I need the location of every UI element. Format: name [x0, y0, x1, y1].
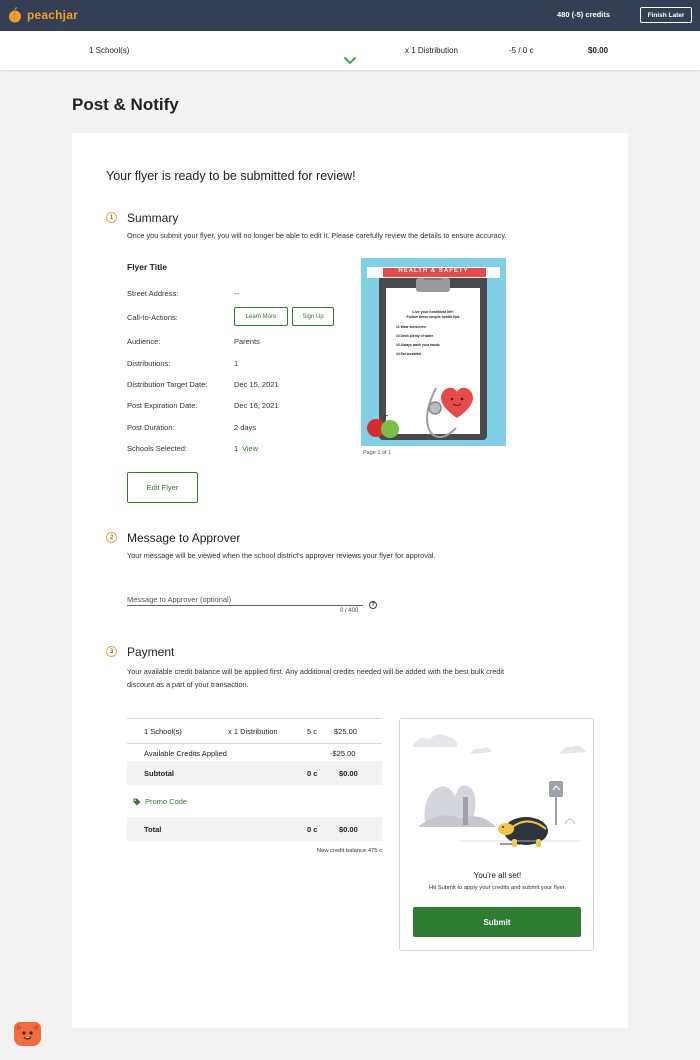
table-divider: [127, 718, 382, 719]
subtotal-amount: $0.00: [339, 769, 358, 778]
card-heading: Your flyer is ready to be submitted for review!: [106, 169, 356, 183]
flyer-tip-3: #3 Always wash your hands: [396, 343, 440, 347]
step-badge-1: 1: [106, 212, 117, 223]
chat-face-graphic: [14, 1022, 41, 1046]
order-summary-bar: [0, 31, 700, 71]
step-badge-2: 2: [106, 532, 117, 543]
summary-description: Once you submit your flyer, you will no longer be able to edit it. Please carefully review the details to ensure accuracy.: [127, 231, 507, 240]
turtle-illustration: [400, 719, 593, 864]
audience-value: Parents: [234, 337, 260, 346]
flyer-preview[interactable]: [361, 258, 506, 446]
summary-distribution: x 1 Distribution: [405, 46, 458, 55]
credits-applied-amount: -$25.00: [330, 749, 356, 758]
promo-code-label: Promo Code: [145, 797, 188, 806]
line-item-amount: $25.00: [334, 727, 357, 736]
step-badge-3: 3: [106, 646, 117, 657]
payment-title: Payment: [127, 645, 175, 659]
cta-label: Call-to-Actions:: [127, 313, 178, 322]
target-date-value: Dec 15, 2021: [234, 380, 279, 389]
summary-credits: -5 / 0 c: [509, 46, 534, 55]
line-item-schools: 1 School(s): [144, 727, 182, 736]
flyer-heading-line1: Live your healthiest life!: [412, 310, 454, 314]
payment-description-line2: discount as a part of your transaction.: [127, 680, 249, 689]
target-date-label: Distribution Target Date:: [127, 380, 208, 389]
total-amount: $0.00: [339, 825, 358, 834]
top-bar: [0, 0, 700, 31]
learn-more-button[interactable]: Learn More: [234, 307, 288, 326]
message-title: Message to Approver: [127, 531, 241, 545]
submit-panel: [399, 718, 594, 951]
schools-selected-value: 1: [234, 444, 239, 453]
page-title: Post & Notify: [72, 95, 179, 114]
flyer-illustration: [361, 258, 506, 446]
logo[interactable]: [8, 7, 78, 23]
street-address-value: --: [234, 289, 239, 298]
view-schools-link[interactable]: View: [242, 444, 259, 453]
post-duration-value: 2 days: [234, 423, 257, 432]
help-icon[interactable]: ?: [369, 601, 377, 609]
new-credit-balance: New credit balance 475 c: [316, 848, 382, 854]
flyer-banner-text: HEALTH & SAFETY: [398, 268, 469, 274]
sign-up-button[interactable]: Sign Up: [292, 307, 334, 326]
table-divider: [127, 743, 382, 744]
summary-schools: 1 School(s): [89, 46, 130, 55]
summary-total: $0.00: [588, 46, 609, 55]
expiration-date-value: Dec 16, 2021: [234, 401, 279, 410]
subtotal-credits: 0 c: [307, 769, 318, 778]
finish-later-button[interactable]: Finish Later: [640, 7, 692, 23]
message-char-counter: 0 / 400: [340, 608, 359, 614]
summary-title: Summary: [127, 211, 179, 225]
credits-balance: 480 (-5) credits: [557, 10, 610, 19]
all-set-heading: You're all set!: [473, 871, 522, 880]
tag-icon: [133, 798, 141, 806]
flyer-title: Flyer Title: [127, 262, 167, 272]
promo-code-link[interactable]: [133, 797, 187, 806]
credits-applied-label: Available Credits Applied: [144, 749, 227, 758]
payment-description-line1: Your available credit balance will be applied first. Any additional credits needed will be added with the best bulk credit: [127, 667, 504, 676]
page-indicator: Page 1 of 1: [363, 450, 392, 456]
logo-text: peachjar: [27, 8, 78, 22]
main-card: [72, 133, 628, 1028]
line-item-credits: 5 c: [307, 727, 318, 736]
edit-flyer-button[interactable]: Edit Flyer: [127, 472, 198, 503]
expiration-date-label: Post Expiration Date:: [127, 401, 198, 410]
line-item-distribution: x 1 Distribution: [228, 727, 278, 736]
distributions-label: Distributions:: [127, 359, 171, 368]
flyer-tip-4: #4 Eat breakfast: [396, 352, 422, 356]
message-input[interactable]: [127, 605, 363, 606]
total-label: Total: [144, 825, 162, 834]
flyer-tip-2: #2 Drink plenty of water: [396, 334, 434, 338]
peach-logo-icon: [8, 7, 22, 23]
message-description: Your message will be viewed when the school district's approver reviews your flyer for approval.: [127, 551, 436, 560]
chat-widget-icon[interactable]: [14, 1022, 41, 1046]
flyer-heading-line2: Follow these simple health tips: [406, 315, 460, 319]
street-address-label: Street Address:: [127, 289, 179, 298]
schools-selected-label: Schools Selected:: [127, 444, 188, 453]
post-duration-label: Post Duration:: [127, 423, 175, 432]
total-credits: 0 c: [307, 825, 318, 834]
chevron-down-icon[interactable]: [343, 56, 357, 66]
submit-hint: Hit Submit to apply your credits and submit your flyer.: [429, 885, 566, 891]
audience-label: Audience:: [127, 337, 161, 346]
message-field-label[interactable]: Message to Approver (optional): [127, 595, 232, 604]
subtotal-label: Subtotal: [144, 769, 174, 778]
flyer-tip-1: #1 Wear sunscreen: [396, 325, 426, 329]
distributions-value: 1: [234, 359, 239, 368]
submit-button[interactable]: Submit: [413, 907, 581, 937]
